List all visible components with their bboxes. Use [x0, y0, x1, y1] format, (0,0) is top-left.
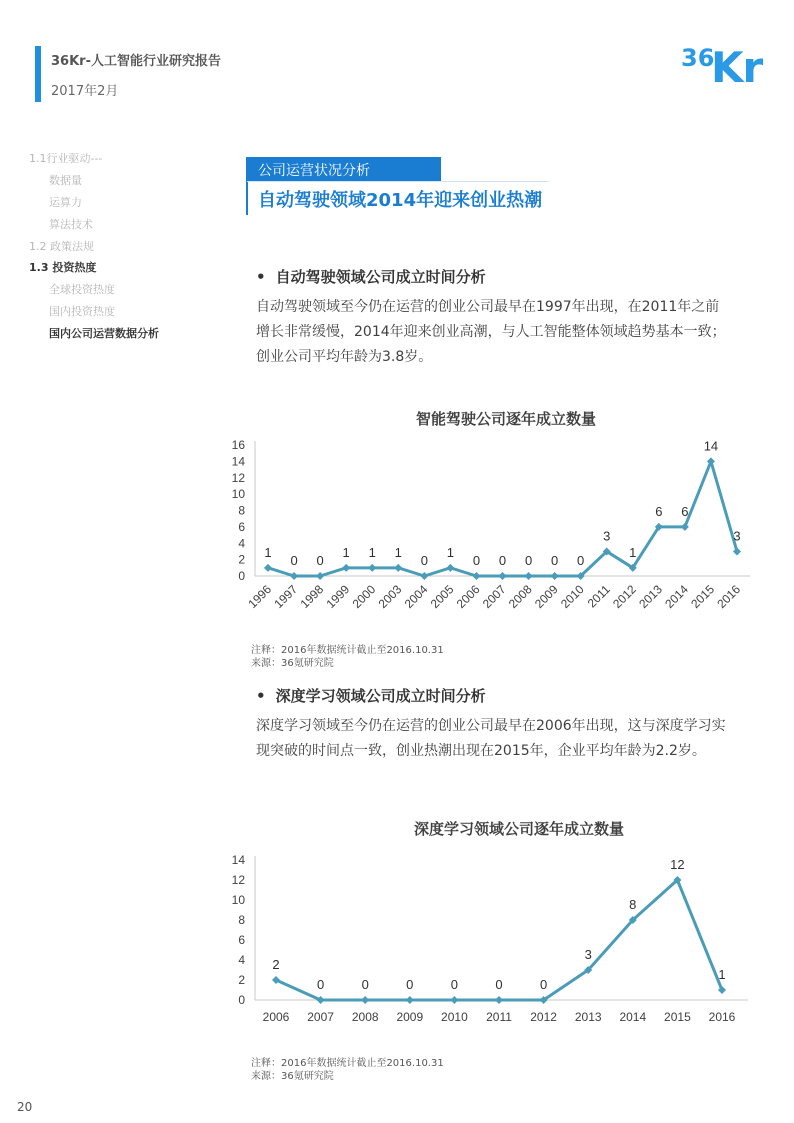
x-tick-label: 2009 [531, 582, 561, 612]
data-label: 0 [406, 977, 414, 992]
y-tick-label: 12 [231, 873, 245, 887]
data-label: 6 [681, 503, 689, 519]
data-label: 2 [272, 957, 280, 972]
data-label: 14 [703, 438, 719, 454]
deep-learning-line-chart [0, 845, 794, 1035]
36kr-logo [681, 44, 765, 94]
note-2: 注释：2016年数据统计截止至2016.10.31 [251, 1058, 444, 1069]
y-tick-label: 6 [238, 519, 245, 534]
data-point [718, 986, 726, 994]
nav-item-computing-power[interactable]: 运算力 [49, 196, 82, 209]
data-label: 0 [498, 553, 507, 568]
data-label: 1 [629, 544, 637, 560]
section-title: 自动驾驶领域2014年迎来创业热潮 [258, 190, 543, 211]
data-label: 1 [342, 544, 350, 560]
data-label: 3 [584, 947, 592, 962]
data-label: 6 [655, 503, 663, 519]
x-tick-label: 2012 [610, 582, 639, 612]
deep-learning-paragraph: 深度学习领域至今仍在运营的创业公司最早在2006年出现，这与深度学习实现突破的时间点一致，创业热潮出现在2015年，企业平均年龄为2.2岁。 [256, 718, 726, 759]
y-tick-label: 2 [238, 973, 245, 987]
data-label: 0 [472, 553, 481, 568]
data-label: 0 [290, 553, 298, 568]
y-tick-label: 2 [238, 552, 245, 567]
nav-item-investment[interactable]: 1.3 投资热度 [29, 261, 97, 274]
data-label: 1 [446, 544, 455, 560]
data-point [394, 564, 402, 572]
y-tick-label: 14 [231, 853, 245, 867]
note-1: 注释：2016年数据统计截止至2016.10.31 [251, 645, 444, 656]
x-tick-label: 1999 [323, 582, 353, 612]
data-point [525, 572, 533, 580]
y-tick-label: 16 [231, 438, 245, 452]
y-tick-label: 8 [238, 913, 245, 927]
data-point [316, 572, 324, 580]
y-tick-label: 0 [238, 569, 245, 583]
nav-item-policy[interactable]: 1.2 政策法规 [29, 240, 94, 253]
data-label: 0 [524, 553, 533, 568]
nav-item-domestic-investment[interactable]: 国内投资热度 [49, 305, 115, 318]
autonomous-driving-line-chart [0, 430, 794, 645]
data-label: 8 [629, 897, 637, 912]
nav-item-data-volume[interactable]: 数据量 [49, 174, 82, 187]
data-point [361, 996, 369, 1004]
data-point [264, 564, 272, 572]
data-label: 12 [670, 857, 685, 872]
x-tick-label: 2007 [479, 582, 509, 612]
data-label: 0 [450, 977, 459, 992]
x-tick-label: 2014 [662, 582, 692, 612]
x-tick-label: 2016 [714, 582, 744, 612]
x-tick-label: 2004 [401, 582, 431, 612]
data-label: 0 [316, 553, 324, 568]
y-tick-label: 4 [238, 953, 245, 967]
data-label: 0 [316, 977, 325, 992]
data-point [290, 572, 298, 580]
x-tick-label: 2013 [636, 582, 665, 612]
x-tick-label: 1998 [297, 582, 327, 612]
autonomous-driving-paragraph: 自动驾驶领域至今仍在运营的创业公司最早在1997年出现，在2011年之前增长非常缓慢，2014年迎来创业高潮，与人工智能整体领域趋势基本一致；创业公司平均年龄为3.8岁。 [256, 299, 726, 365]
data-label: 1 [264, 544, 272, 560]
x-tick-label: 2012 [530, 1010, 557, 1024]
data-label: 3 [603, 528, 611, 544]
data-point [420, 572, 428, 580]
y-tick-label: 12 [231, 470, 245, 485]
heading-text: 深度学习领域公司成立时间分析 [275, 687, 486, 705]
y-tick-label: 4 [238, 536, 245, 551]
x-tick-label: 2011 [584, 582, 613, 611]
data-point [368, 564, 376, 572]
source-2: 来源：36氪研究院 [251, 1071, 334, 1082]
data-point [495, 996, 503, 1004]
data-point [733, 547, 741, 555]
x-tick-label: 2006 [453, 582, 483, 612]
y-tick-label: 6 [238, 933, 245, 947]
nav-item-industry-drivers[interactable]: 1.1行业驱动--- [29, 152, 103, 165]
x-tick-label: 1996 [245, 582, 275, 612]
data-label: 0 [539, 977, 548, 992]
x-tick-label: 2011 [486, 1010, 512, 1024]
nav-item-global-investment[interactable]: 全球投资热度 [49, 283, 115, 296]
x-tick-label: 2016 [708, 1010, 736, 1024]
x-tick-label: 2009 [396, 1010, 424, 1024]
data-label: 1 [394, 544, 402, 560]
header-accent-bar [35, 46, 41, 102]
y-tick-label: 8 [238, 503, 245, 518]
logo-number: 36 [681, 44, 715, 72]
x-tick-label: 2015 [688, 582, 718, 612]
x-tick-label: 2014 [619, 1010, 647, 1024]
data-label: 1 [368, 544, 376, 560]
autonomous-driving-heading [256, 266, 486, 287]
data-label: 3 [733, 528, 741, 544]
deep-learning-heading [256, 685, 486, 706]
y-tick-label: 10 [231, 487, 245, 502]
nav-item-domestic-company-ops[interactable]: 国内公司运营数据分析 [49, 327, 159, 340]
x-tick-label: 2015 [664, 1010, 691, 1024]
data-label: 0 [361, 977, 369, 992]
y-tick-label: 0 [238, 993, 245, 1007]
x-tick-label: 2005 [427, 582, 457, 612]
data-point [707, 457, 715, 465]
y-tick-label: 14 [231, 454, 245, 469]
page-number: 20 [17, 1100, 33, 1114]
x-tick-label: 2008 [505, 582, 535, 612]
bullet: • [256, 268, 266, 286]
x-tick-label: 2000 [349, 582, 379, 612]
chart-title-deep-learning: 深度学习领域公司逐年成立数量 [414, 820, 625, 838]
nav-item-algorithms[interactable]: 算法技术 [49, 218, 93, 231]
data-point [472, 572, 480, 580]
data-label: 0 [550, 553, 559, 568]
report-title: 36Kr-人工智能行业研究报告 [51, 54, 221, 69]
x-tick-label: 2007 [307, 1010, 334, 1024]
data-point [551, 572, 559, 580]
data-point [450, 996, 458, 1004]
logo-letters: Kr [711, 43, 763, 92]
x-tick-label: 2010 [441, 1010, 468, 1024]
x-tick-label: 2013 [574, 1010, 602, 1024]
data-label: 0 [420, 553, 428, 568]
report-date: 2017年2月 [51, 84, 119, 99]
section-divider [247, 181, 549, 182]
data-point [681, 523, 689, 531]
y-tick-label: 10 [231, 893, 245, 907]
x-tick-label: 2006 [262, 1010, 290, 1024]
data-label: 1 [718, 967, 726, 982]
bullet: • [256, 687, 266, 705]
x-tick-label: 2010 [558, 582, 587, 612]
data-label: 0 [495, 977, 503, 992]
source-1: 来源：36氪研究院 [251, 658, 334, 669]
x-tick-label: 1997 [271, 582, 301, 612]
chart-title-autonomous: 智能驾驶公司逐年成立数量 [416, 410, 597, 428]
data-point [446, 564, 454, 572]
data-point [499, 572, 507, 580]
data-point [406, 996, 414, 1004]
data-point [342, 564, 350, 572]
section-tag: 公司运营状况分析 [258, 163, 370, 179]
data-label: 0 [577, 553, 585, 568]
x-tick-label: 2008 [351, 1010, 379, 1024]
heading-text: 自动驾驶领域公司成立时间分析 [275, 268, 486, 286]
x-tick-label: 2003 [375, 582, 405, 612]
